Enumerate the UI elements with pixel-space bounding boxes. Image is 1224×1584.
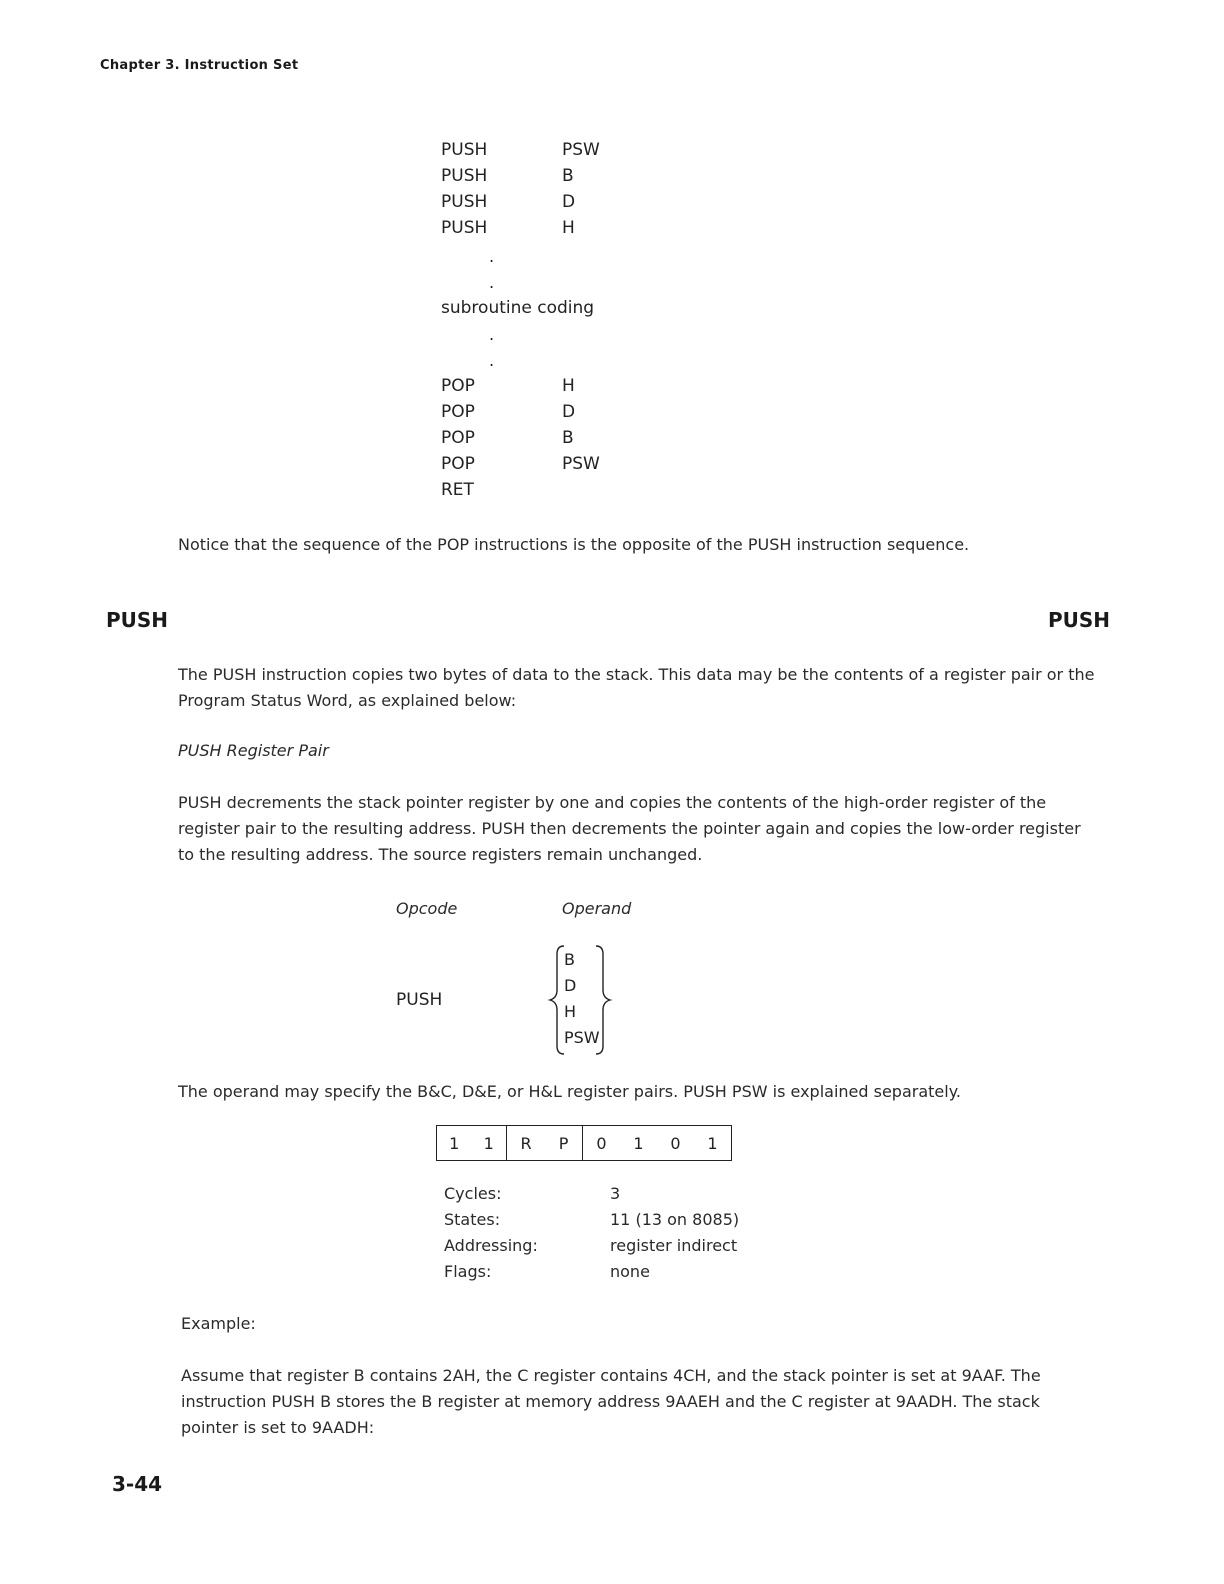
code-arg: D (562, 192, 576, 212)
code-op: PUSH (441, 166, 488, 186)
operand-note: The operand may specify the B&C, D&E, or H&L register pairs. PUSH PSW is explained separately. (178, 1082, 961, 1101)
code-arg: PSW (562, 454, 600, 474)
syntax-opcode: PUSH (396, 990, 443, 1010)
code-op: POP (441, 428, 475, 448)
bit: 1 (483, 1133, 494, 1153)
example-label: Example: (181, 1314, 256, 1333)
code-arg: B (562, 428, 574, 448)
encoding-bit-field (436, 1125, 732, 1161)
bit-group-register-pair (507, 1126, 583, 1160)
bit-group-prefix (437, 1126, 507, 1160)
operand-option: PSW (564, 1028, 600, 1047)
bit: 0 (596, 1133, 607, 1153)
code-op: POP (441, 402, 475, 422)
timing-label: Cycles: (444, 1184, 502, 1203)
chapter-header: Chapter 3. Instruction Set (100, 58, 299, 73)
bit-group-suffix (583, 1126, 731, 1160)
timing-label: States: (444, 1210, 501, 1229)
code-arg: B (562, 166, 574, 186)
code-arg: H (562, 376, 575, 396)
ellipsis-dot: . (489, 273, 495, 292)
timing-value: register indirect (610, 1236, 738, 1255)
bit: 1 (707, 1133, 718, 1153)
description-paragraph: PUSH decrements the stack pointer register by one and copies the contents of the high-order register of the register pair to the resulting address. PUSH then decrements the pointer again and copies the low-order register to the resulting address. The source registers remain unchanged. (178, 793, 1081, 864)
bit: P (558, 1133, 569, 1153)
code-op: POP (441, 376, 475, 396)
timing-label: Flags: (444, 1262, 492, 1281)
code-arg: D (562, 402, 576, 422)
code-op: POP (441, 454, 475, 474)
timing-label: Addressing: (444, 1236, 538, 1255)
timing-value: 3 (610, 1184, 621, 1203)
operand-option: D (564, 976, 577, 995)
page-number: 3-44 (112, 1472, 163, 1496)
notice-paragraph: Notice that the sequence of the POP instructions is the opposite of the PUSH instruction sequence. (178, 535, 970, 554)
opcode-label: Opcode (396, 899, 458, 918)
timing-value: none (610, 1262, 650, 1281)
timing-value: 11 (13 on 8085) (610, 1210, 740, 1229)
section-title-left: PUSH (106, 608, 169, 632)
code-arg: PSW (562, 140, 600, 160)
ellipsis-dot: . (489, 351, 495, 370)
bit: 1 (633, 1133, 644, 1153)
code-op: RET (441, 480, 474, 500)
bit: 0 (670, 1133, 681, 1153)
subheading: PUSH Register Pair (178, 741, 329, 760)
code-op: PUSH (441, 192, 488, 212)
ellipsis-dot: . (489, 247, 495, 266)
left-brace-shape (550, 946, 564, 1054)
operand-option: B (564, 950, 575, 969)
intro-paragraph: The PUSH instruction copies two bytes of data to the stack. This data may be the contents of a register pair or the Program Status Word, as explained below: (178, 665, 1095, 710)
subroutine-coding-text: subroutine coding (441, 298, 595, 318)
code-arg: H (562, 218, 575, 238)
bit: 1 (449, 1133, 460, 1153)
operand-option: H (564, 1002, 577, 1021)
operand-label: Operand (562, 899, 632, 918)
example-paragraph: Assume that register B contains 2AH, the C register contains 4CH, and the stack pointer is set at 9AAF. The instruction PUSH B stores the B register at memory address 9AAEH and the C register at 9AADH. The stack pointer is set to 9AADH: (181, 1366, 1041, 1437)
bit: R (520, 1133, 532, 1153)
ellipsis-dot: . (489, 325, 495, 344)
code-op: PUSH (441, 140, 488, 160)
section-title-right: PUSH (1047, 608, 1110, 632)
code-op: PUSH (441, 218, 488, 238)
